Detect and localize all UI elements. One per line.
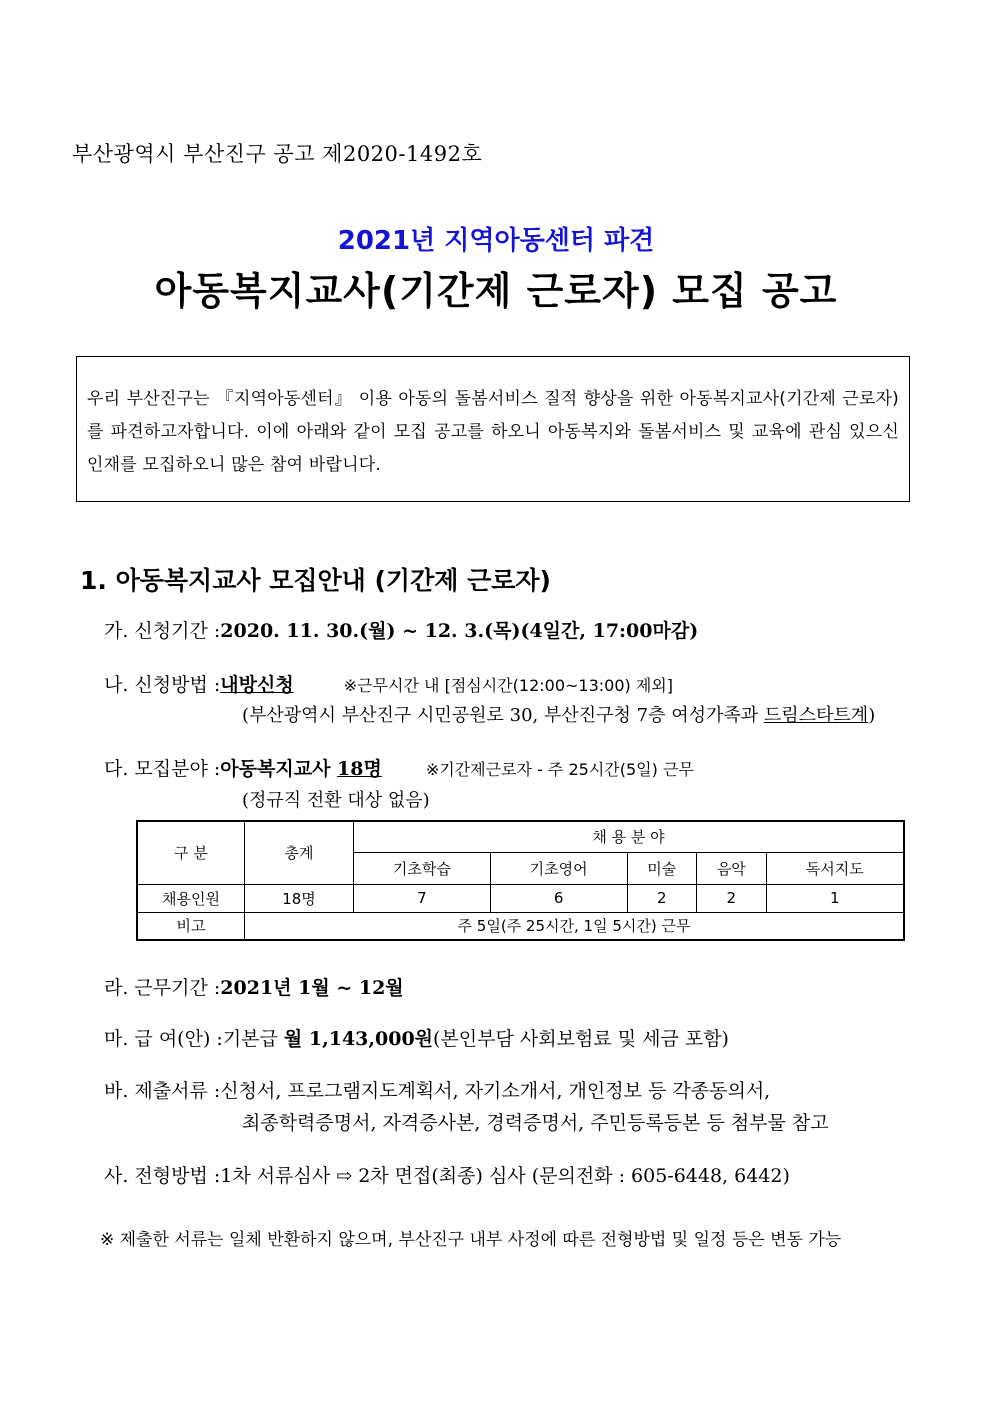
- table-header-fields: 채 용 분 야: [354, 821, 905, 852]
- salary-prefix: 기본급: [222, 1028, 284, 1050]
- table-field-header: 음악: [697, 852, 767, 884]
- item-application-period: [104, 616, 698, 643]
- item-label: 사. 전형방법 :: [104, 1165, 221, 1187]
- footnote: ※ 제출한 서류는 일체 반환하지 않으며, 부산진구 내부 사정에 따른 전형방법 및 일정 등은 변동 가능: [100, 1230, 842, 1250]
- table-cell: 2: [627, 884, 697, 912]
- item-value: 1차 서류심사 ⇨ 2차 면접(최종) 심사 (문의전화 : 605-6448, 6442): [220, 1165, 790, 1187]
- table-cell: 2: [697, 884, 767, 912]
- item-recruit-field: [104, 754, 694, 781]
- table-cell: 1: [766, 884, 904, 912]
- recruit-table: [136, 820, 905, 941]
- item-value: 2021년 1월 ~ 12월: [220, 977, 404, 999]
- item-note: ※기간제근로자 - 주 25시간(5일) 근무: [425, 760, 694, 779]
- documents-line1: 신청서, 프로그램지도계획서, 자기소개서, 개인정보 등 각종동의서,: [220, 1080, 771, 1102]
- item-label: 마. 급 여(안) :: [104, 1028, 223, 1050]
- documents-line2: 최종학력증명서, 자격증사본, 경력증명서, 주민등록등본 등 첨부물 참고: [242, 1112, 829, 1134]
- item-label: 라. 근무기간 :: [104, 977, 221, 999]
- intro-text: 우리 부산진구는 『지역아동센터』 이용 아동의 돌봄서비스 질적 향상을 위한 아동복지교사(기간제 근로자)를 파견하고자합니다. 이에 아래와 같이 모집 공고를 하오니 아동복지와 돌봄서비스 및 교육에 관심 있으신 인재를 모집하오니 많은 참여 바랍니다.: [87, 389, 899, 475]
- item-documents: [104, 1076, 770, 1103]
- table-cell: 7: [354, 884, 491, 912]
- notice-number: 부산광역시 부산진구 공고 제2020-1492호: [72, 142, 483, 166]
- table-remark: 주 5일(주 25시간, 1일 5시간) 근무: [245, 912, 905, 940]
- address-close: ): [868, 705, 876, 726]
- item-work-period: [104, 973, 404, 1000]
- salary-amount: 월 1,143,000원: [283, 1028, 434, 1050]
- item-application-method: [104, 670, 673, 697]
- item-value: 내방신청: [220, 674, 294, 696]
- item-sub-note: (정규직 전환 대상 없음): [242, 790, 430, 811]
- item-value: 2020. 11. 30.(월) ~ 12. 3.(목)(4일간, 17:00마감): [220, 620, 699, 642]
- item-label: 가. 신청기간 :: [104, 620, 221, 642]
- table-cell: 6: [490, 884, 627, 912]
- subtitle: 2021년 지역아동센터 파견: [337, 226, 655, 256]
- item-selection-method: [104, 1161, 790, 1188]
- table-field-header: 독서지도: [766, 852, 904, 884]
- item-count: 18명: [337, 758, 382, 780]
- intro-box: [76, 356, 910, 502]
- table-cell-total: 18명: [245, 884, 354, 912]
- item-label: 다. 모집분야 :: [104, 758, 221, 780]
- item-label: 바. 제출서류 :: [104, 1080, 221, 1102]
- item-address: [242, 701, 875, 727]
- item-note: ※근무시간 내 [점심시간(12:00~13:00) 제외]: [343, 676, 673, 695]
- item-label: 나. 신청방법 :: [104, 674, 221, 696]
- item-salary: [104, 1024, 729, 1051]
- table-row: [137, 912, 904, 940]
- item-value: 아동복지교사: [220, 758, 338, 780]
- table-remark-label: 비고: [137, 912, 245, 940]
- salary-note: (본인부담 사회보험료 및 세금 포함): [433, 1028, 729, 1050]
- address-text: (부산광역시 부산진구 시민공원로 30, 부산진구청 7층 여성가족과: [242, 705, 764, 726]
- table-header-total: 총계: [245, 821, 354, 884]
- page-title: 아동복지교사(기간제 근로자) 모집 공고: [154, 269, 838, 313]
- section-title: 1. 아동복지교사 모집안내 (기간제 근로자): [80, 566, 551, 595]
- table-header-category: 구 분: [137, 821, 245, 884]
- table-field-header: 미술: [627, 852, 697, 884]
- table-row: [137, 884, 904, 912]
- table-field-header: 기초영어: [490, 852, 627, 884]
- table-row-label: 채용인원: [137, 884, 245, 912]
- address-team: 드림스타트계: [763, 705, 869, 726]
- table-field-header: 기초학습: [354, 852, 491, 884]
